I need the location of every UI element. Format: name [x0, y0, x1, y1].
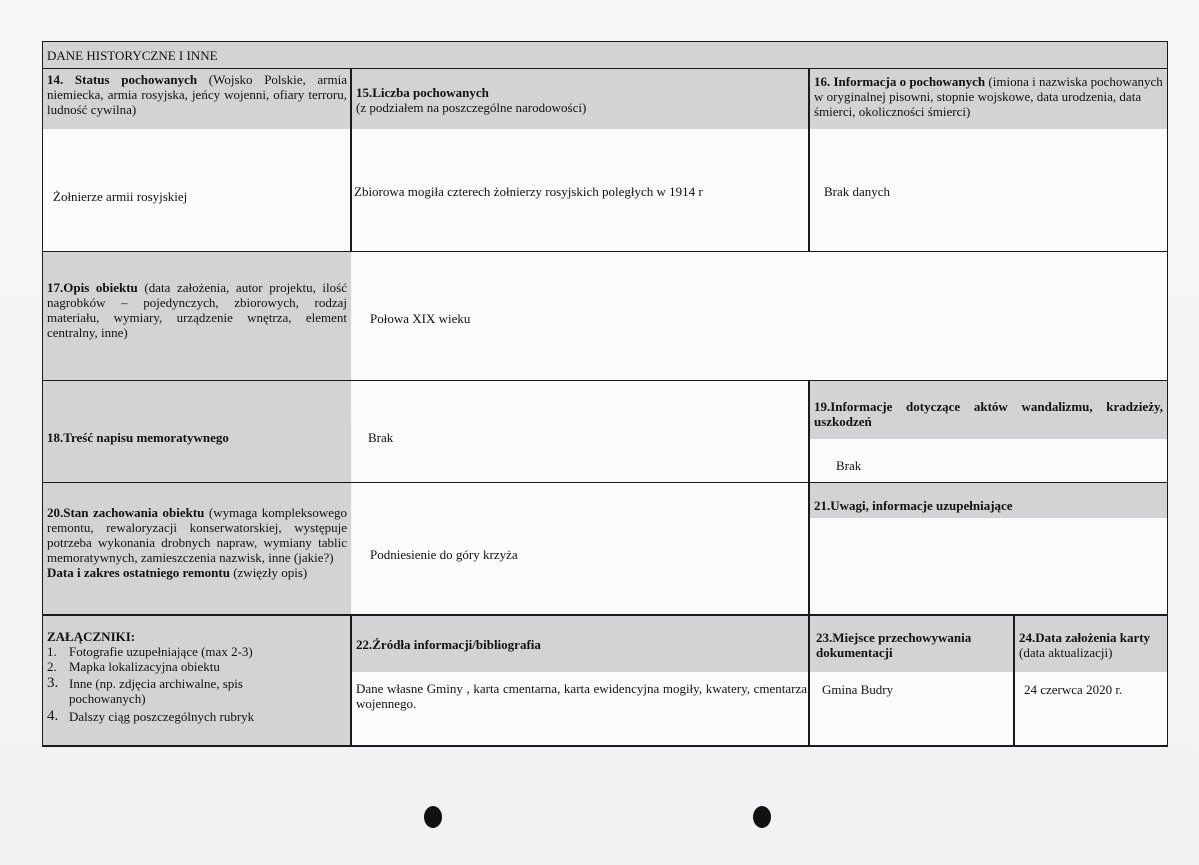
s15-label [352, 69, 809, 129]
s17-value-cell [352, 252, 1167, 380]
s16-label [810, 69, 1167, 129]
list-item-num: 3. [47, 675, 59, 691]
punch-hole-left [424, 806, 442, 828]
s20-label [43, 483, 351, 614]
list-item [47, 709, 347, 724]
s18-label: 18.Treść napisu memoratywnego [47, 430, 229, 445]
s24-value: 24 czerwca 2020 r. [1024, 682, 1123, 697]
s23-value: Gmina Budry [822, 682, 894, 697]
attachments-cell [43, 615, 351, 745]
list-item-num: 4. [47, 708, 59, 724]
s17-label [43, 252, 351, 380]
s20-value-cell [352, 483, 809, 614]
list-item-text: Mapka lokalizacyjna obiektu [69, 659, 220, 674]
list-item [47, 644, 347, 659]
s18-label-cell [43, 381, 351, 482]
s14-label-title: 14. Status pochowanych [47, 72, 198, 87]
s22-label-cell [352, 615, 809, 672]
s15-label-desc: (z podziałem na poszczególne narodowości) [356, 100, 587, 115]
list-item [47, 676, 347, 706]
list-item-text: Dalszy ciąg poszczególnych rubryk [69, 709, 255, 724]
list-item-text: Inne (np. zdjęcia archiwalne, spis pochowanych) [69, 676, 243, 706]
list-item-text: Fotografie uzupełniające (max 2-3) [69, 644, 253, 659]
s21-value-cell [810, 518, 1167, 614]
s23-value-cell [810, 672, 1014, 745]
s16-value-cell [810, 129, 1167, 251]
list-item [47, 659, 347, 674]
s18-value: Brak [368, 430, 394, 445]
s24-label-desc: (data aktualizacji) [1019, 645, 1113, 660]
s20-label-title2: Data i zakres ostatniego remontu [47, 565, 230, 580]
s18-value-cell [352, 381, 809, 482]
section-header: DANE HISTORYCZNE I INNE [43, 42, 1167, 68]
list-item-num: 1. [47, 644, 57, 659]
s21-label: 21.Uwagi, informacje uzupełniające [810, 483, 1167, 518]
s15-value: Zbiorowa mogiła czterech żołnierzy rosyjskich poległych w 1914 r [354, 184, 703, 199]
s20-value: Podniesienie do góry krzyża [370, 547, 518, 562]
s14-value: Żołnierze armii rosyjskiej [53, 189, 188, 204]
s17-label-desc: (data założenia, autor projektu, ilość nagrobków – pojedynczych, zbiorowych, rodzaj materiału, wymiary, urządzenie wnętrza, element centralny, inne) [47, 280, 347, 340]
s23-label: 23.Miejsce przechowywania dokumentacji [810, 615, 1014, 672]
s20-label-desc: (wymaga kompleksowego remontu, rewaloryzacji konserwatorskiej, występuje potrzeba wykonania drobnych napraw, wymiany tablic memoratywnych, zamieszczenia nazwisk, inne (jakie?) [47, 505, 347, 565]
s14-value-cell [43, 129, 351, 251]
s24-value-cell [1015, 672, 1167, 745]
s16-label-title: 16. Informacja o pochowanych [814, 74, 986, 89]
s24-label-title: 24.Data założenia karty [1019, 630, 1151, 645]
s17-value: Połowa XIX wieku [370, 311, 471, 326]
s15-value-cell [352, 129, 809, 251]
s24-label [1015, 615, 1167, 672]
s22-label: 22.Źródła informacji/bibliografia [356, 637, 541, 652]
punch-hole-right [753, 806, 771, 828]
attachments-list [47, 644, 347, 724]
s14-label-desc: (Wojsko Polskie, armia niemiecka, armia rosyjska, jeńcy wojenni, ofiary terroru, ludność cywilna) [47, 72, 347, 117]
list-item-num: 2. [47, 659, 57, 674]
s17-label-title: 17.Opis obiektu [47, 280, 138, 295]
s19-value-cell [810, 439, 1167, 482]
s19-value: Brak [836, 458, 862, 473]
s16-label-desc: (imiona i nazwiska pochowanych w oryginalnej pisowni, stopnie wojskowe, data urodzenia, data śmierci, okoliczności śmierci) [814, 74, 1163, 119]
s20-label-desc2: (zwięzły opis) [229, 565, 308, 580]
s20-label-title: 20.Stan zachowania obiektu [47, 505, 205, 520]
attachments-title: ZAŁĄCZNIKI: [47, 629, 136, 644]
s22-value: Dane własne Gminy , karta cmentarna, karta ewidencyjna mogiły, kwatery, cmentarza wojennego. [352, 672, 809, 745]
s15-label-title: 15.Liczba pochowanych [356, 85, 489, 100]
s14-label [43, 69, 351, 129]
s16-value: Brak danych [824, 184, 891, 199]
s19-label: 19.Informacje dotyczące aktów wandalizmu, kradzieży, uszkodzeń [810, 381, 1167, 439]
